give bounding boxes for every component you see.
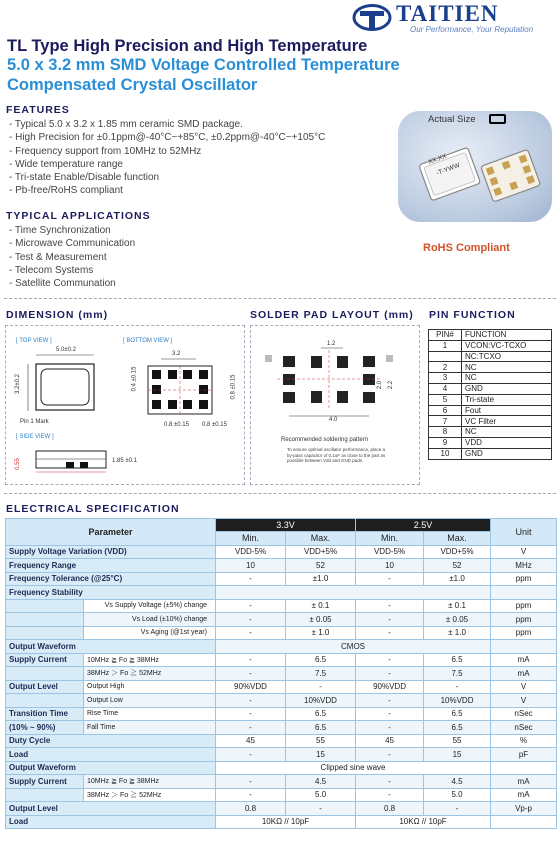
electrical-heading: ELECTRICAL SPECIFICATION [6,503,180,515]
actual-size-label: Actual Size [428,114,476,125]
table-row: 2 NC [429,362,552,373]
table-row: Frequency Tolerance (@25°C) - ±1.0 - ±1.0 ppm [6,572,557,586]
brand-tagline: Our Performance, Your Reputation [410,25,534,34]
solder-heading: SOLDER PAD LAYOUT (mm) [250,309,414,321]
table-row: Output Level 0.8 - 0.8 - Vp-p [6,802,557,816]
list-item: - Tri-state Enable/Disable function [9,172,160,184]
top-view-label: [ TOP VIEW ] [16,338,52,344]
col-3v3: 3.3V [216,519,356,532]
features-list [9,118,325,198]
solder-pads-icon [251,326,421,486]
table-header-row: Min. Max. Min. Max. [6,532,557,546]
side-view-label: [ SIDE VIEW ] [16,434,54,440]
actual-size-box-icon [489,114,506,124]
col-2v5: 2.5V [356,519,491,532]
table-row: Frequency Stability [6,586,557,600]
list-item: - Wide temperature range [9,158,123,170]
bottom-view-label: [ BOTTOM VIEW ] [123,338,173,344]
list-item: - Microwave Communication [9,238,136,250]
dim-length: 5.0±0.2 [56,347,76,353]
divider [4,493,556,494]
col-unit: Unit [491,519,557,546]
table-row: Vs Aging (@1st year) - ± 1.0 - ± 1.0 ppm [6,626,557,640]
table-row: Output Level Output High 90%VDD - 90%VDD - V [6,680,557,694]
list-item: - Typical 5.0 x 3.2 x 1.85 mm ceramic SMD package. [9,119,243,130]
table-row: Transition Time Rise Time - 6.5 - 6.5 nSec [6,707,557,721]
list-item: - Time Synchronization [9,225,111,236]
brand-name: TAITIEN [396,1,499,26]
dim-pad-w1: 0.8 ±0.15 [164,422,189,428]
applications-list [9,224,135,290]
chip-marking-1: XX.XX [427,152,448,167]
table-row: Load 10KΩ // 10pF 10KΩ // 10pF [6,815,557,829]
dim-pad-h: 0.4 ±0.15 [131,366,138,392]
dimension-heading: DIMENSION (mm) [6,309,109,321]
pin-function-heading: PIN FUNCTION [429,309,516,321]
list-item: - Test & Measurement [9,251,107,263]
applications-heading: TYPICAL APPLICATIONS [6,210,151,222]
table-row: PIN# FUNCTION [429,330,552,341]
logo-mark-icon [352,3,392,32]
list-item: - Frequency support from 10MHz to 52MHz [9,145,202,157]
table-row: 6 Fout [429,405,552,416]
table-row: 3 NC [429,373,552,384]
dim-width: 3.2±0.2 [14,374,21,394]
dim-pitch: 3.2 [172,351,181,357]
solder-note: To ensure optimal oscillator performance, place a by-pass capacitor of 0.1uF as close to the part as possible between Vdd and GND pads. [287,447,386,464]
solder-dim-bottom: 4.0 [329,417,338,423]
electrical-spec-table [5,518,557,829]
dimension-lines-icon [6,326,246,486]
chip-illustration-icon [412,133,542,213]
dim-side: 0.55 [14,458,21,470]
table-row: 4 GND [429,383,552,394]
table-row: Output Waveform CMOS [6,640,557,654]
table-row: 8 NC [429,427,552,438]
solder-dim-right1: 2.0 [377,380,384,390]
table-row: 10 GND [429,448,552,459]
dim-height: 1.85 ±0.1 [112,458,137,464]
table-row: 9 VDD [429,437,552,448]
dim-pad-w2: 0.8 ±0.15 [202,422,227,428]
title-line-1: TL Type High Precision and High Temperature [7,37,368,55]
title-line-2: 5.0 x 3.2 mm SMD Voltage Controlled Temperature [7,56,400,74]
table-row: Supply Current 10MHz ≧ Fo ≧ 38MHz - 6.5 - 6.5 mA [6,653,557,667]
list-item: - Telecom Systems [9,264,94,276]
table-row: Frequency Range 10 52 10 52 MHz [6,559,557,573]
table-row: 38MHz ＞ Fo ≧ 52MHz - 7.5 - 7.5 mA [6,667,557,681]
dim-pad-v: 0.8 ±0.15 [230,374,237,400]
table-row: 5 Tri-state [429,394,552,405]
table-row: 1 VCON:VC-TCXO [429,340,552,351]
table-header-row [6,519,557,532]
table-row: 38MHz ＞ Fo ≧ 52MHz - 5.0 - 5.0 mA [6,788,557,802]
solder-caption: Recommended soldering pattern [281,437,369,443]
table-row: Vs Load (±10%) change - ± 0.05 - ± 0.05 ppm [6,613,557,627]
rohs-compliant: RoHS Compliant [423,242,510,254]
solder-dim-right2: 2.2 [388,380,395,390]
features-heading: FEATURES [6,104,70,116]
table-row: Vs Supply Voltage (±5%) change - ± 0.1 - ± 0.1 ppm [6,599,557,613]
taitien-logo [352,3,557,33]
table-row: 7 VC Filter [429,416,552,427]
solder-dim-top: 1.2 [327,341,336,347]
chip-marking-2: -T-YWW [435,162,462,177]
table-row: Load - 15 - 15 pF [6,748,557,762]
product-photo [398,111,552,222]
list-item: - Satellite Communation [9,278,116,290]
solder-drawing [250,325,420,485]
table-row: Supply Current 10MHz ≧ Fo ≧ 38MHz - 4.5 - 4.5 mA [6,775,557,789]
table-row: Duty Cycle 45 55 45 55 % [6,734,557,748]
list-item: - Pb-free/RoHS compliant [9,185,123,197]
list-item: - High Precision for ±0.1ppm@-40°C~+85°C, ±0.2ppm@-40°C~+105°C [9,132,326,144]
table-row: Output Low - 10%VDD - 10%VDD V [6,694,557,708]
table-row: NC:TCXO [429,351,552,362]
table-row: Supply Voltage Variation (VDD) VDD-5% VDD+5% VDD-5% VDD+5% V [6,545,557,559]
col-parameter: Parameter [6,519,216,546]
divider [4,298,556,299]
title-line-3: Compensated Crystal Oscillator [7,76,258,94]
pin-function-table [428,329,552,460]
dimension-drawing [5,325,245,485]
table-row: (10% ~ 90%) Fall Time - 6.5 - 6.5 nSec [6,721,557,735]
table-row: Output Waveform Clipped sine wave [6,761,557,775]
pin1-mark-label: Pin 1 Mark [20,419,49,425]
